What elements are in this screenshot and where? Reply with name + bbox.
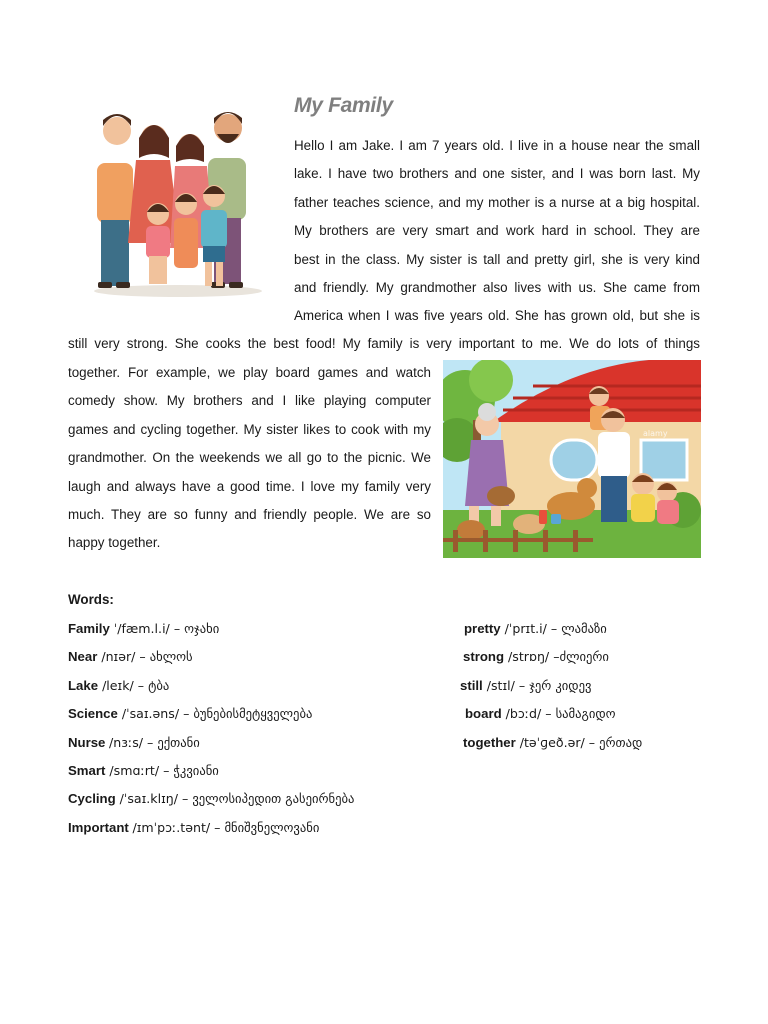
word-entry-strong — [463, 649, 609, 664]
family-illustration-graphic — [80, 98, 275, 300]
word-term: Smart — [68, 763, 106, 778]
word-translation: – ჭკვიანი — [163, 763, 219, 778]
word-term: Nurse — [68, 735, 110, 750]
word-entry-board — [465, 706, 616, 721]
word-entry-nurse — [68, 735, 200, 750]
word-entry-important — [68, 820, 319, 835]
story-line: still very strong. She cooks the best food! My family is very important to me. We do lots of things — [68, 336, 700, 351]
word-ipa: /bɔːd/ — [501, 706, 542, 721]
word-ipa: /stɪl/ — [482, 678, 515, 693]
word-ipa: /nɜːs/ — [109, 735, 148, 750]
word-translation: – ახლოს — [139, 649, 193, 664]
story-line: games and cycling together. My sister likes to cook with my — [68, 422, 431, 437]
words-heading: Words: — [68, 592, 114, 607]
word-term: strong — [463, 649, 505, 664]
word-term: Science — [68, 706, 118, 721]
word-entry-science — [68, 706, 312, 721]
word-term: Family — [68, 621, 110, 636]
word-ipa: /nɪər/ — [97, 649, 140, 664]
word-ipa: /təˈɡeð.ər/ — [515, 735, 585, 750]
word-ipa: /ˈsaɪ.əns/ — [117, 706, 184, 721]
word-ipa: /smɑːrt/ — [105, 763, 164, 778]
word-translation: – ბუნებისმეტყველება — [183, 706, 313, 721]
story-line: together. For example, we play board games and watch — [68, 365, 431, 380]
word-translation: – სამაგიდო — [541, 706, 616, 721]
picnic-illustration-graphic — [443, 360, 701, 558]
word-ipa: /ˈsaɪ.klɪŋ/ — [115, 791, 179, 806]
story-line: and friendly. My grandmother also lives with us. She came from — [294, 280, 700, 295]
story-line: father teaches science, and my mother is a nurse at a big hospital. — [294, 195, 700, 210]
word-translation: – ერთად — [584, 735, 643, 750]
word-entry-lake — [68, 678, 169, 693]
story-line: laugh and always have a good time. I love my family very — [68, 479, 431, 494]
word-entry-still — [460, 678, 591, 693]
word-term: Cycling — [68, 791, 116, 806]
word-translation: – ჯერ კიდევ — [514, 678, 592, 693]
word-term: Near — [68, 649, 98, 664]
story-line: Hello I am Jake. I am 7 years old. I live in a house near the small — [294, 138, 700, 153]
word-ipa: /strɒŋ/ — [504, 649, 550, 664]
family-illustration — [80, 98, 275, 300]
story-line: happy together. — [68, 535, 161, 550]
word-entry-family — [68, 621, 219, 636]
word-translation: – მნიშვნელოვანი — [210, 820, 320, 835]
word-term: pretty — [464, 621, 501, 636]
word-term: Important — [68, 820, 133, 835]
word-term: Lake — [68, 678, 99, 693]
word-ipa: /ˈprɪt.i/ — [500, 621, 547, 636]
word-term: board — [465, 706, 502, 721]
story-line: lake. I have two brothers and one sister, and I was born last. My — [294, 166, 700, 181]
word-entry-pretty — [464, 621, 607, 636]
word-translation: –ძლიერი — [549, 649, 609, 664]
story-line: My brothers are very smart and work hard in school. They are — [294, 223, 700, 238]
word-entry-smart — [68, 763, 219, 778]
story-line: comedy show. My brothers and I like playing computer — [68, 393, 431, 408]
word-ipa: ˈ/fæm.l.i/ — [109, 621, 170, 636]
word-term: together — [463, 735, 516, 750]
story-line: America when I was five years old. She has grown old, but she is — [294, 308, 700, 323]
story-title: My Family — [294, 94, 393, 117]
word-entry-cycling — [68, 791, 354, 806]
word-ipa: /ɪmˈpɔː.tənt/ — [132, 820, 211, 835]
word-translation: – ტბა — [137, 678, 170, 693]
word-translation: – ლამაზი — [546, 621, 607, 636]
story-line: best in the class. My sister is tall and pretty girl, she is very kind — [294, 252, 700, 267]
word-entry-together — [463, 735, 642, 750]
picnic-watermark: alamy — [643, 429, 668, 438]
picnic-illustration — [443, 360, 701, 558]
word-entry-near — [68, 649, 193, 664]
word-term: still — [460, 678, 483, 693]
story-line: much. They are so funny and friendly people. We are so — [68, 507, 431, 522]
word-translation: – ოჯახი — [169, 621, 220, 636]
word-translation: – ველოსიპედით გასეირნება — [178, 791, 355, 806]
word-ipa: /leɪk/ — [98, 678, 138, 693]
story-line: grandmother. On the weekends we all go to the picnic. We — [68, 450, 431, 465]
word-translation: – ექთანი — [147, 735, 200, 750]
